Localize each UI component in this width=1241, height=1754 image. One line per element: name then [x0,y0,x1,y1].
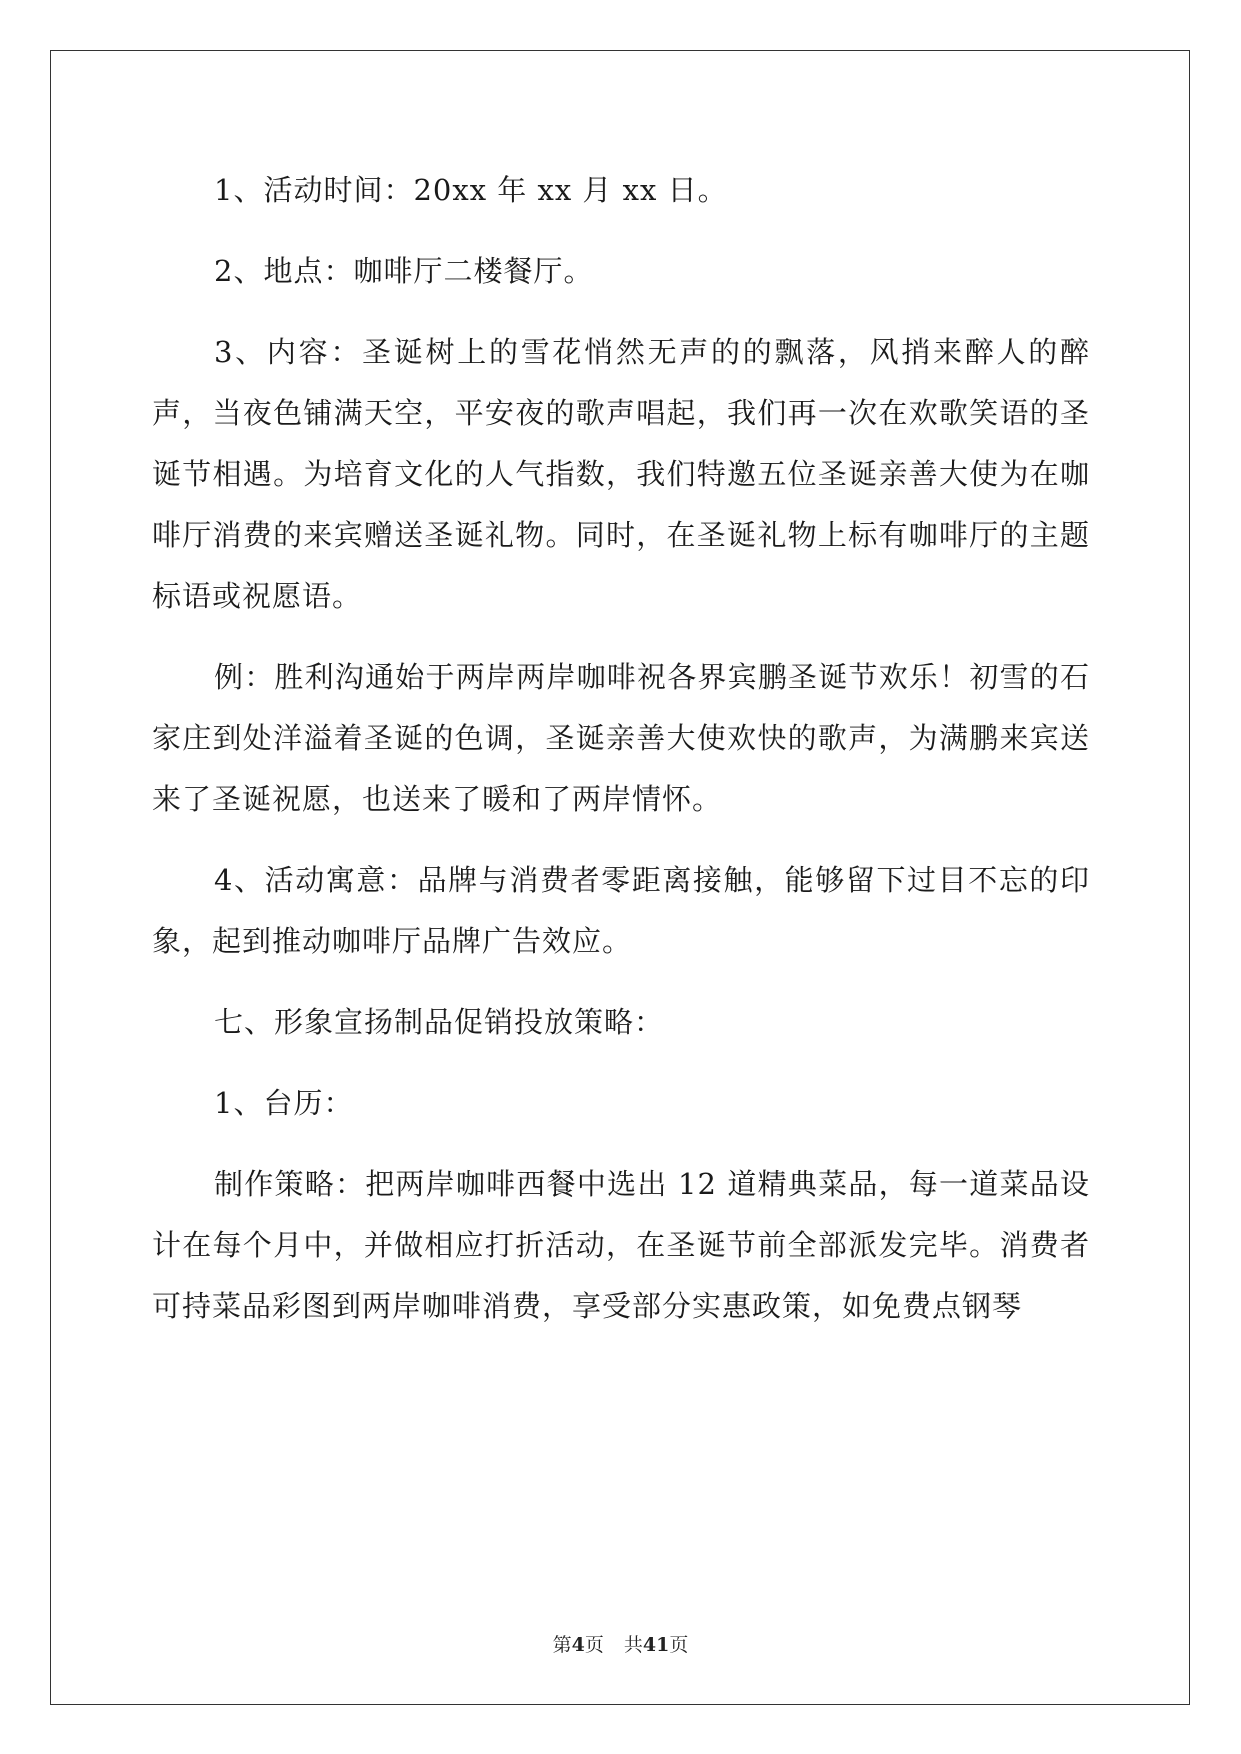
page-footer [0,1630,1241,1657]
subheading-calendar: 1、台历： [214,1086,354,1120]
paragraph-location: 2、地点：咖啡厅二楼餐厅。 [214,254,594,288]
document-body [152,160,1090,1337]
paragraph-production-strategy: 制作策略：把两岸咖啡西餐中选出 12 道精典菜品，每一道菜品设计在每个月中，并做相应打折活动，在圣诞节前全部派发完毕。消费者可持菜品彩图到两岸咖啡消费，享受部分实惠政策，如免费点钢琴 [152,1167,1090,1323]
paragraph-example: 例：胜利沟通始于两岸两岸咖啡祝各界宾鹏圣诞节欢乐！初雪的石家庄到处洋溢着圣诞的色调，圣诞亲善大使欢快的歌声，为满鹏来宾送来了圣诞祝愿，也送来了暖和了两岸情怀。 [152,660,1090,816]
total-prefix: 共 [623,1634,643,1656]
page-prefix: 第 [552,1634,572,1656]
paragraph-activity-time: 1、活动时间：20xx 年 xx 月 xx 日。 [214,173,728,207]
paragraph-meaning: 4、活动寓意：品牌与消费者零距离接触，能够留下过目不忘的印象，起到推动咖啡厅品牌广告效应。 [152,863,1090,958]
total-suffix: 页 [669,1634,689,1656]
section-heading-promotion-strategy: 七、形象宣扬制品促销投放策略： [214,1005,665,1039]
paragraph-content: 3、内容：圣诞树上的雪花悄然无声的的飘落，风捎来醉人的醉声，当夜色铺满天空，平安夜的歌声唱起，我们再一次在欢歌笑语的圣诞节相遇。为培育文化的人气指数，我们特邀五位圣诞亲善大使为在咖啡厅消费的来宾赠送圣诞礼物。同时，在圣诞礼物上标有咖啡厅的主题标语或祝愿语。 [152,335,1090,613]
total-pages: 41 [642,1634,670,1656]
page-suffix: 页 [584,1634,604,1656]
page-number: 4 [571,1634,585,1656]
